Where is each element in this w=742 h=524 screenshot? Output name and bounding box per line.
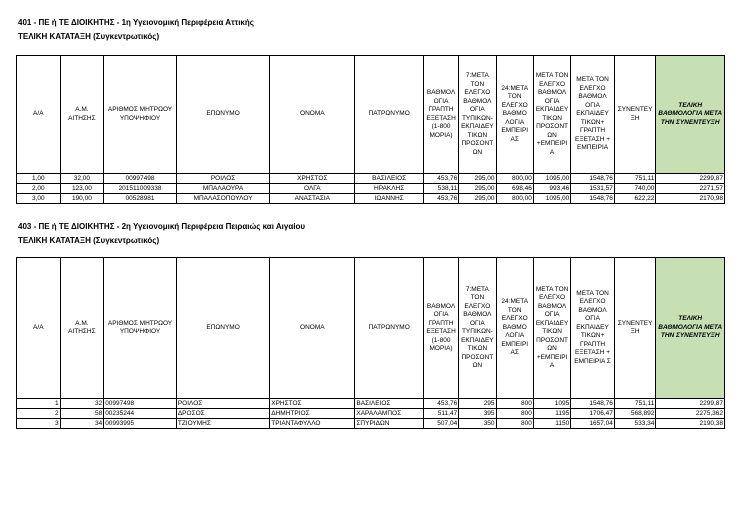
cell-onoma: ΤΡΙΑΝΤΑΦΥΛΛΟ xyxy=(270,419,355,429)
cell-ekpaideftikon-empeiria: 1095 xyxy=(533,399,570,409)
cell-ekpaideftikon-empeiria: 1150 xyxy=(533,419,570,429)
header-vathmologia-empeirias: 24:ΜΕΤΑ ΤΟΝ ΕΛΕΓΧΟ ΒΑΘΜΟ ΛΟΓΙΑ ΕΜΠΕΙΡΙ ΑΣ xyxy=(496,258,533,399)
header-am-aitisis: Α.Μ. ΑΙΤΗΣΗΣ xyxy=(60,56,104,174)
cell-arithmos-mitroou: 00528981 xyxy=(104,194,177,204)
header-arithmos-mitroou: ΑΡΙΘΜΟΣ ΜΗΤΡΩΟΥ ΥΠΟΨΗΦΙΟΥ xyxy=(104,258,177,399)
cell-teliki-vathmologia: 2170,98 xyxy=(656,194,725,204)
cell-grapti-empeiria: 1531,57 xyxy=(571,184,615,194)
cell-vathmologia-typikon: 295,00 xyxy=(459,174,496,184)
section-1-subtitle: ΤΕΛΙΚΗ ΚΑΤΑΤΑΞΗ (Συγκεντρωτικός) xyxy=(18,32,160,41)
cell-teliki-vathmologia: 2275,362 xyxy=(656,409,725,419)
cell-patronymo: ΒΑΣΙΛΕΙΟΣ xyxy=(355,174,424,184)
cell-vathmologia-grapti: 511,47 xyxy=(423,409,458,419)
cell-vathmologia-empeirias: 800 xyxy=(496,419,533,429)
cell-am-aitisis: 32 xyxy=(60,399,104,409)
cell-patronymo: ΧΑΡΑΛΑΜΠΟΣ xyxy=(355,409,424,419)
section-1-title: 401 - ΠΕ ή ΤΕ ΔΙΟΙΚΗΤΗΣ - 1η Υγειονομική Περιφέρεια Αττικής xyxy=(18,18,254,27)
cell-patronymo: ΙΩΑΝΝΗΣ xyxy=(355,194,424,204)
header-ekpaideftikon-empeiria: ΜΕΤΑ ΤΟΝ ΕΛΕΓΧΟ ΒΑΘΜΟΛ ΟΓΙΑ ΕΚΠΑΙΔΕΥ ΤΙΚΩΝ ΠΡΟΣΟΝΤ ΩΝ +ΕΜΠΕΙΡΙ Α xyxy=(533,258,570,399)
header-teliki-vathmologia: ΤΕΛΙΚΗ ΒΑΘΜΟΛΟΓΙΑ ΜΕΤΑ ΤΗΝ ΣΥΝΕΝΤΕΥΞΗ xyxy=(656,56,725,174)
header-synentefxi: ΣΥΝΕΝΤΕΥ ΞΗ xyxy=(614,56,656,174)
cell-vathmologia-typikon: 350 xyxy=(459,419,496,429)
cell-eponymo: ΔΡΟΣΟΣ xyxy=(176,409,269,419)
cell-grapti-empeiria: 1548,76 xyxy=(571,174,615,184)
header-ekpaideftikon-empeiria: ΜΕΤΑ ΤΟΝ ΕΛΕΓΧΟ ΒΑΘΜΟΛ ΟΓΙΑ ΕΚΠΑΙΔΕΥ ΤΙΚΩΝ ΠΡΟΣΟΝΤ ΩΝ +ΕΜΠΕΙΡΙ Α xyxy=(533,56,570,174)
table-row xyxy=(17,194,725,204)
cell-vathmologia-empeirias: 800,00 xyxy=(496,194,533,204)
cell-onoma: ΔΗΜΗΤΡΙΟΣ xyxy=(270,409,355,419)
table-row xyxy=(17,419,725,429)
header-vathmologia-typikon: 7:ΜΕΤΑ ΤΟΝ ΕΛΕΓΧΟ ΒΑΘΜΟΛ ΟΓΙΑ ΤΥΠΙΚΩΝ- ΕΚΠΑΙΔΕΥ ΤΙΚΩΝ ΠΡΟΣΟΝΤ ΩΝ xyxy=(459,56,496,174)
cell-teliki-vathmologia: 2299,87 xyxy=(656,174,725,184)
header-row xyxy=(17,258,725,399)
cell-aa: 3,00 xyxy=(17,194,61,204)
ranking-table-1 xyxy=(16,55,725,204)
cell-vathmologia-empeirias: 698,46 xyxy=(496,184,533,194)
ranking-table-2 xyxy=(16,257,725,429)
cell-teliki-vathmologia: 2190,38 xyxy=(656,419,725,429)
table-row xyxy=(17,184,725,194)
cell-synentefxi: 622,22 xyxy=(614,194,656,204)
header-teliki-vathmologia: ΤΕΛΙΚΗ ΒΑΘΜΟΛΟΓΙΑ ΜΕΤΑ ΤΗΝ ΣΥΝΕΝΤΕΥΞΗ xyxy=(656,258,725,399)
cell-aa: 1,00 xyxy=(17,174,61,184)
cell-vathmologia-grapti: 538,11 xyxy=(423,184,458,194)
cell-eponymo: ΡΟΙΛΟΣ xyxy=(176,399,269,409)
cell-patronymo: ΗΡΑΚΛΗΣ xyxy=(355,184,424,194)
header-vathmologia-typikon: 7:ΜΕΤΑ ΤΟΝ ΕΛΕΓΧΟ ΒΑΘΜΟΛ ΟΓΙΑ ΤΥΠΙΚΩΝ- ΕΚΠΑΙΔΕΥ ΤΙΚΩΝ ΠΡΟΣΟΝΤ ΩΝ xyxy=(459,258,496,399)
cell-am-aitisis: 32,00 xyxy=(60,174,104,184)
header-row xyxy=(17,56,725,174)
cell-am-aitisis: 123,00 xyxy=(60,184,104,194)
header-grapti-empeiria: ΜΕΤΑ ΤΟΝ ΕΛΕΓΧΟ ΒΑΘΜΟΛ ΟΓΙΑ ΕΚΠΑΙΔΕΥ ΤΙΚΩΝ+ ΓΡΑΠΤΗ ΕΞΕΤΑΣΗ + ΕΜΠΕΙΡΙΑ xyxy=(571,56,615,174)
cell-arithmos-mitroou: 00997498 xyxy=(104,399,177,409)
table-row xyxy=(17,409,725,419)
header-onoma: ΟΝΟΜΑ xyxy=(270,56,355,174)
header-aa: Α/Α xyxy=(17,258,61,399)
cell-ekpaideftikon-empeiria: 1095,00 xyxy=(533,194,570,204)
cell-ekpaideftikon-empeiria: 1095,00 xyxy=(533,174,570,184)
cell-vathmologia-typikon: 295,00 xyxy=(459,184,496,194)
cell-vathmologia-grapti: 453,76 xyxy=(423,399,458,409)
section-2-subtitle: ΤΕΛΙΚΗ ΚΑΤΑΤΑΞΗ (Συγκεντρωτικός) xyxy=(18,236,160,245)
cell-synentefxi: 751,11 xyxy=(614,399,656,409)
cell-teliki-vathmologia: 2299,87 xyxy=(656,399,725,409)
header-vathmologia-grapti: ΒΑΘΜΟΛ ΟΓΙΑ ΓΡΑΠΤΗ ΕΞΕΤΑΣΗ (1-800 ΜΟΡΙΑ) xyxy=(423,258,458,399)
cell-synentefxi: 740,00 xyxy=(614,184,656,194)
cell-arithmos-mitroou: 00993995 xyxy=(104,419,177,429)
cell-synentefxi: 533,34 xyxy=(614,419,656,429)
cell-am-aitisis: 58 xyxy=(60,409,104,419)
cell-teliki-vathmologia: 2271,57 xyxy=(656,184,725,194)
cell-onoma: ΧΡΗΣΤΟΣ xyxy=(270,174,355,184)
header-eponymo: ΕΠΩΝΥΜΟ xyxy=(176,258,269,399)
header-onoma: ΟΝΟΜΑ xyxy=(270,258,355,399)
cell-vathmologia-grapti: 507,04 xyxy=(423,419,458,429)
header-grapti-empeiria: ΜΕΤΑ ΤΟΝ ΕΛΕΓΧΟ ΒΑΘΜΟΛ ΟΓΙΑ ΕΚΠΑΙΔΕΥ ΤΙΚΩΝ+ ΓΡΑΠΤΗ ΕΞΕΤΑΣΗ + ΕΜΠΕΙΡΙΑ Σ xyxy=(571,258,615,399)
cell-synentefxi: 568,892 xyxy=(614,409,656,419)
header-am-aitisis: Α.Μ. ΑΙΤΗΣΗΣ xyxy=(60,258,104,399)
cell-grapti-empeiria: 1706,47 xyxy=(571,409,615,419)
cell-vathmologia-empeirias: 800,00 xyxy=(496,174,533,184)
cell-eponymo: ΜΠΑΛΑΟΥΡΑ xyxy=(176,184,269,194)
header-patronymo: ΠΑΤΡΩΝΥΜΟ xyxy=(355,258,424,399)
cell-aa: 1 xyxy=(17,399,61,409)
cell-eponymo: ΡΟΙΛΟΣ xyxy=(176,174,269,184)
cell-arithmos-mitroou: 00997498 xyxy=(104,174,177,184)
cell-eponymo: ΜΠΑΛΑΣΟΠΟΥΛΟΥ xyxy=(176,194,269,204)
cell-vathmologia-grapti: 453,76 xyxy=(423,194,458,204)
cell-aa: 2 xyxy=(17,409,61,419)
cell-am-aitisis: 34 xyxy=(60,419,104,429)
cell-am-aitisis: 190,00 xyxy=(60,194,104,204)
cell-ekpaideftikon-empeiria: 993,46 xyxy=(533,184,570,194)
cell-vathmologia-empeirias: 800 xyxy=(496,399,533,409)
cell-grapti-empeiria: 1548,76 xyxy=(571,399,615,409)
header-synentefxi: ΣΥΝΕΝΤΕΥ ΞΗ xyxy=(614,258,656,399)
cell-eponymo: ΤΖΙΟΥΜΗΣ xyxy=(176,419,269,429)
cell-aa: 2,00 xyxy=(17,184,61,194)
table-row xyxy=(17,399,725,409)
cell-patronymo: ΒΑΣΙΛΕΙΟΣ xyxy=(355,399,424,409)
header-aa: Α/Α xyxy=(17,56,61,174)
cell-patronymo: ΣΠΥΡΙΔΩΝ xyxy=(355,419,424,429)
header-arithmos-mitroou: ΑΡΙΘΜΟΣ ΜΗΤΡΩΟΥ ΥΠΟΨΗΦΙΟΥ xyxy=(104,56,177,174)
cell-grapti-empeiria: 1548,76 xyxy=(571,194,615,204)
header-patronymo: ΠΑΤΡΩΝΥΜΟ xyxy=(355,56,424,174)
cell-vathmologia-empeirias: 800 xyxy=(496,409,533,419)
cell-onoma: ΟΛΓΑ xyxy=(270,184,355,194)
cell-ekpaideftikon-empeiria: 1195 xyxy=(533,409,570,419)
cell-onoma: ΑΝΑΣΤΑΣΙΑ xyxy=(270,194,355,204)
cell-vathmologia-typikon: 395 xyxy=(459,409,496,419)
cell-synentefxi: 751,11 xyxy=(614,174,656,184)
cell-arithmos-mitroou: 201511009338 xyxy=(104,184,177,194)
cell-onoma: ΧΡΗΣΤΟΣ xyxy=(270,399,355,409)
cell-arithmos-mitroou: 00235244 xyxy=(104,409,177,419)
header-vathmologia-grapti: ΒΑΘΜΟΛ ΟΓΙΑ ΓΡΑΠΤΗ ΕΞΕΤΑΣΗ (1-800 ΜΟΡΙΑ) xyxy=(423,56,458,174)
cell-vathmologia-typikon: 295,00 xyxy=(459,194,496,204)
header-eponymo: ΕΠΩΝΥΜΟ xyxy=(176,56,269,174)
header-vathmologia-empeirias: 24:ΜΕΤΑ ΤΟΝ ΕΛΕΓΧΟ ΒΑΘΜΟ ΛΟΓΙΑ ΕΜΠΕΙΡΙ ΑΣ xyxy=(496,56,533,174)
cell-grapti-empeiria: 1657,04 xyxy=(571,419,615,429)
section-2-title: 403 - ΠΕ ή ΤΕ ΔΙΟΙΚΗΤΗΣ - 2η Υγειονομική Περιφέρεια Πειραιώς και Αιγαίου xyxy=(18,222,306,231)
cell-vathmologia-typikon: 295 xyxy=(459,399,496,409)
cell-aa: 3 xyxy=(17,419,61,429)
cell-vathmologia-grapti: 453,76 xyxy=(423,174,458,184)
table-row xyxy=(17,174,725,184)
